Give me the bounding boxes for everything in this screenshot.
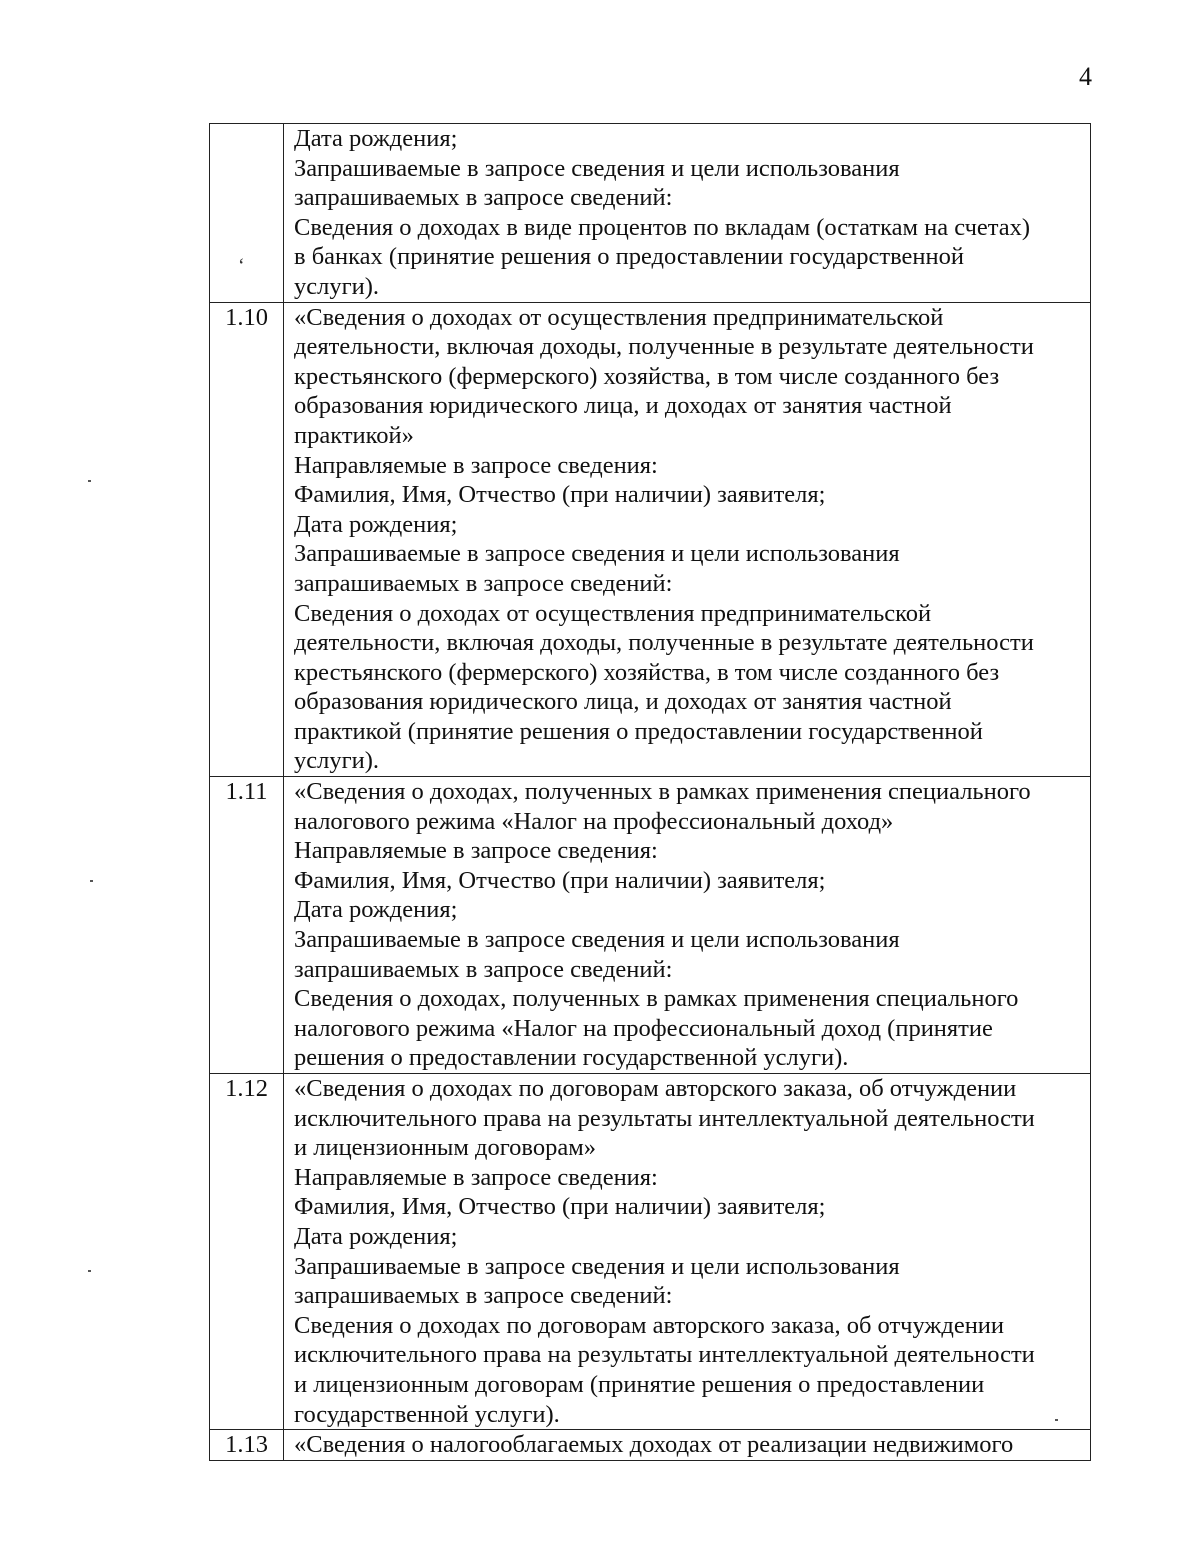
description-line: услуги). xyxy=(294,747,380,775)
scan-artifact xyxy=(90,880,93,882)
table-row xyxy=(210,302,1091,777)
description-line: крестьянского (фермерского) хозяйства, в том числе созданного без xyxy=(294,658,1000,686)
row-description-cell xyxy=(284,1074,1091,1430)
description-line: государственной услуги). xyxy=(294,1400,560,1428)
scan-artifact xyxy=(88,480,91,482)
table-body xyxy=(210,124,1091,1461)
description-line: в банках (принятие решения о предоставлении государственной xyxy=(294,243,965,271)
page-number: 4 xyxy=(1079,62,1092,91)
description-line: Запрашиваемые в запросе сведения и цели использования xyxy=(294,1252,900,1280)
row-number-cell xyxy=(210,1430,284,1461)
table-row xyxy=(210,1430,1091,1461)
description-line: налогового режима «Налог на профессиональный доход» xyxy=(294,807,894,835)
description-line: Фамилия, Имя, Отчество (при наличии) заявителя; xyxy=(294,1193,826,1221)
description-line: образования юридического лица, и доходах от занятия частной xyxy=(294,688,952,716)
row-number-cell xyxy=(210,777,284,1074)
row-number: 1.12 xyxy=(225,1075,268,1102)
description-line: Направляемые в запросе сведения: xyxy=(294,837,658,865)
description-line: практикой» xyxy=(294,421,414,449)
description-line: и лицензионным договорам» xyxy=(294,1134,596,1162)
description-line: Сведения о доходах от осуществления предпринимательской xyxy=(294,599,932,627)
description-line: Запрашиваемые в запросе сведения и цели использования xyxy=(294,926,900,954)
row-number: 1.13 xyxy=(225,1431,268,1459)
table-row xyxy=(210,124,1091,303)
description-line: Дата рождения; xyxy=(294,125,458,152)
description-line: Фамилия, Имя, Отчество (при наличии) заявителя; xyxy=(294,866,826,894)
table-row xyxy=(210,777,1091,1074)
description-line: «Сведения о доходах от осуществления предпринимательской xyxy=(294,303,944,331)
description-line: исключительного права на результаты интеллектуальной деятельности xyxy=(294,1104,1035,1132)
description-line: Дата рождения; xyxy=(294,896,458,924)
row-number-cell xyxy=(210,1074,284,1430)
scan-artifact xyxy=(88,1270,91,1272)
description-line: Сведения о доходах в виде процентов по вкладам (остаткам на счетах) xyxy=(294,213,1031,241)
row-description-cell xyxy=(284,777,1091,1074)
row-number: 1.10 xyxy=(225,303,268,331)
description-line: исключительного права на результаты интеллектуальной деятельности xyxy=(294,1341,1035,1369)
description-line: решения о предоставлении государственной услуги). xyxy=(294,1044,849,1072)
row-number-cell xyxy=(210,302,284,777)
description-line: образования юридического лица, и доходах от занятия частной xyxy=(294,392,952,420)
description-line: запрашиваемых в запросе сведений: xyxy=(294,184,673,212)
description-line: и лицензионным договорам (принятие решения о предоставлении xyxy=(294,1370,985,1398)
description-line: Направляемые в запросе сведения: xyxy=(294,1163,658,1191)
description-line: деятельности, включая доходы, полученные в результате деятельности xyxy=(294,333,1034,361)
row-number-cell xyxy=(210,124,284,303)
description-line: «Сведения о доходах по договорам авторского заказа, об отчуждении xyxy=(294,1075,1017,1102)
description-line: Сведения о доходах по договорам авторского заказа, об отчуждении xyxy=(294,1311,1005,1339)
description-line: «Сведения о налогооблагаемых доходах от реализации недвижимого xyxy=(294,1431,1014,1459)
table-row xyxy=(210,1074,1091,1430)
description-line: Направляемые в запросе сведения: xyxy=(294,451,658,479)
description-line: Запрашиваемые в запросе сведения и цели использования xyxy=(294,154,900,182)
handwritten-tick-mark: ʻ xyxy=(238,255,245,277)
description-line: крестьянского (фермерского) хозяйства, в том числе созданного без xyxy=(294,362,1000,390)
description-line: практикой (принятие решения о предоставлении государственной xyxy=(294,717,983,745)
description-line: Дата рождения; xyxy=(294,1222,458,1250)
description-line: деятельности, включая доходы, полученные в результате деятельности xyxy=(294,629,1034,657)
description-line: запрашиваемых в запросе сведений: xyxy=(294,1282,673,1310)
description-line: налогового режима «Налог на профессиональный доход (принятие xyxy=(294,1014,993,1042)
description-line: Сведения о доходах, полученных в рамках применения специального xyxy=(294,985,1019,1013)
row-description-cell xyxy=(284,302,1091,777)
description-line: запрашиваемых в запросе сведений: xyxy=(294,569,673,597)
row-description-cell xyxy=(284,1430,1091,1461)
description-line: услуги). xyxy=(294,272,380,300)
scan-artifact xyxy=(1055,1419,1058,1421)
services-table xyxy=(209,123,1091,1461)
row-description-cell xyxy=(284,124,1091,303)
description-line: запрашиваемых в запросе сведений: xyxy=(294,955,673,983)
description-line: Фамилия, Имя, Отчество (при наличии) заявителя; xyxy=(294,481,826,509)
description-line: «Сведения о доходах, полученных в рамках применения специального xyxy=(294,778,1031,806)
description-line: Дата рождения; xyxy=(294,510,458,538)
row-number: 1.11 xyxy=(225,778,268,806)
description-line: Запрашиваемые в запросе сведения и цели использования xyxy=(294,540,900,568)
